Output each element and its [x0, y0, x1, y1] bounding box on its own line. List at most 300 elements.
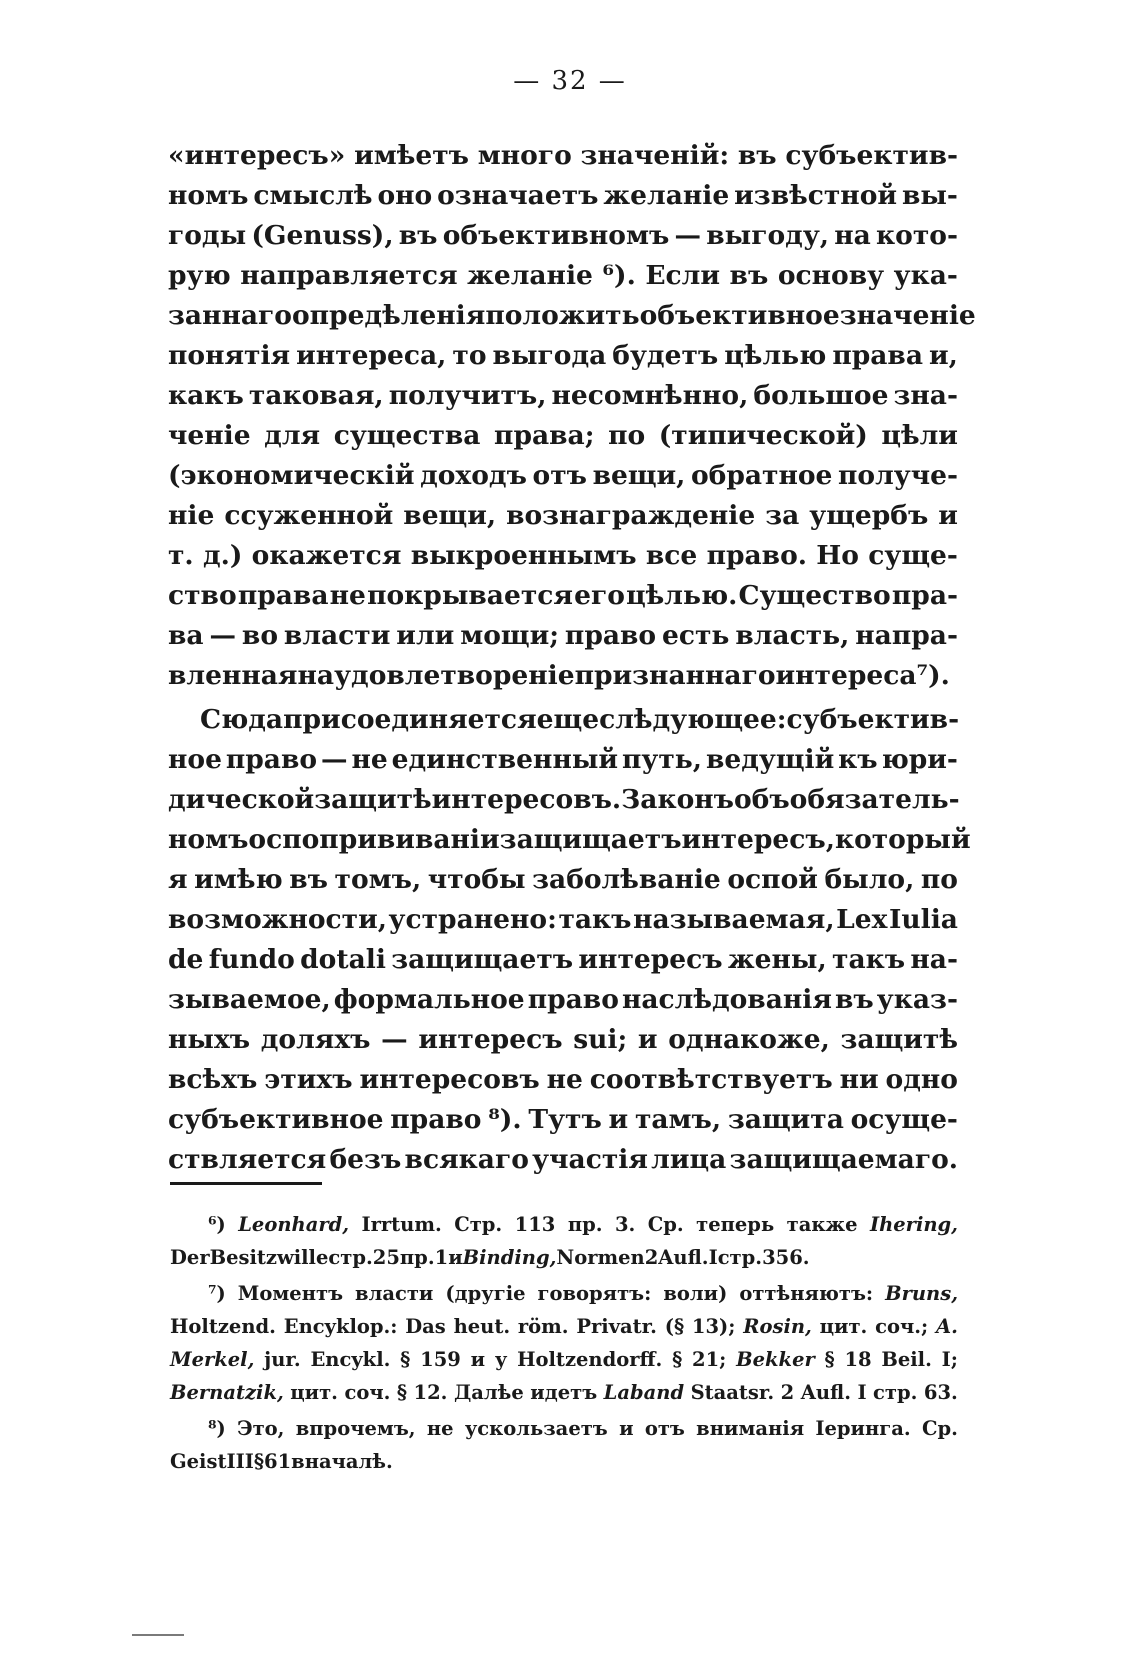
word: Rosin, [743, 1315, 812, 1338]
word: Bernatzik, [170, 1381, 284, 1404]
word: оспопрививаніи [248, 824, 500, 855]
word: право [564, 620, 657, 651]
word: Irrtum. [361, 1213, 442, 1236]
word: имѣю [194, 864, 283, 895]
word: покрывается [367, 580, 573, 611]
word: въ [737, 140, 777, 171]
word: доляхъ [260, 1024, 371, 1055]
word: защита [727, 1104, 844, 1135]
word: I [708, 1246, 718, 1269]
word: 159 [420, 1348, 461, 1371]
word: отъ [532, 460, 587, 491]
word: осуще- [850, 1104, 958, 1135]
word: 18 [844, 1348, 872, 1371]
word: ныхъ [168, 1024, 251, 1055]
text-line [168, 780, 958, 820]
footnote-line [170, 1412, 958, 1445]
word: какъ [168, 380, 244, 411]
word: § [396, 1381, 408, 1404]
word: ведущій [705, 744, 835, 775]
word: — [209, 620, 236, 651]
word: Законъ [621, 784, 734, 815]
footnote-line [170, 1208, 958, 1241]
word: Іеринга. [815, 1417, 911, 1440]
word: лица [651, 1144, 727, 1175]
word: 13); [691, 1315, 736, 1338]
word: также [786, 1213, 858, 1236]
text-line [168, 536, 958, 576]
word: присоединяется [283, 704, 537, 735]
word: извѣстной [734, 180, 898, 211]
word: — [381, 1024, 408, 1055]
word: Leonhard, [238, 1213, 350, 1236]
text-line [168, 216, 958, 256]
word: желаніе [467, 260, 593, 291]
word: или [396, 620, 455, 651]
word: соотвѣтствуетъ [589, 1064, 833, 1095]
word: власти [283, 620, 391, 651]
word: опредѣленія [291, 300, 486, 331]
word: жены, [727, 944, 827, 975]
word: право [225, 744, 318, 775]
word: суще- [868, 540, 958, 571]
word: интересъ [578, 944, 723, 975]
word: таковая, [248, 380, 384, 411]
word: пр. [567, 1213, 603, 1236]
footnote-line [170, 1376, 958, 1409]
word: ніе [168, 500, 215, 531]
word: путь, [622, 744, 702, 775]
word: такъ [558, 904, 632, 935]
word: Besitzwille [209, 1246, 329, 1269]
word: ущербъ [809, 500, 929, 531]
text-line [168, 136, 958, 176]
word: стр. [328, 1246, 373, 1269]
word: объективномъ [442, 220, 670, 251]
word: интереса [775, 660, 917, 691]
word: ⁷) [208, 1282, 226, 1305]
word: отъ [644, 1417, 685, 1440]
word: ⁶) [208, 1213, 226, 1236]
word: участія [532, 1144, 648, 1175]
word: д.) [202, 540, 243, 571]
word: еще [536, 704, 600, 735]
word: Ср. [647, 1213, 684, 1236]
word: наслѣдованія [621, 984, 832, 1015]
word: получитъ, [388, 380, 547, 411]
word: 63. [923, 1381, 958, 1404]
text-line [168, 176, 958, 216]
word: (Genuss), [251, 220, 394, 251]
word: соч. [344, 1381, 391, 1404]
word: 356. [762, 1246, 810, 1269]
text-line [168, 940, 958, 980]
word: Geist [170, 1450, 227, 1473]
word: защищаетъ [499, 824, 682, 855]
word: 2 [644, 1246, 659, 1269]
word: во [241, 620, 278, 651]
word: соч.; [875, 1315, 929, 1338]
word: признаннаго [574, 660, 776, 691]
word: субъектив- [785, 140, 958, 171]
word: у [494, 1348, 508, 1371]
word: jur. [264, 1348, 301, 1371]
footnote-line [170, 1445, 958, 1478]
word: Тутъ [528, 1104, 602, 1135]
word: Encyklop.: [283, 1315, 398, 1338]
word: — [674, 220, 702, 251]
word: § [672, 1348, 683, 1371]
word: значеній: [580, 140, 730, 171]
word: слѣдующее: [599, 704, 787, 735]
word: вознагражденіе [506, 500, 756, 531]
text-line [168, 700, 958, 740]
word: все [645, 540, 698, 571]
word: тамъ, [634, 1104, 722, 1135]
footnote-line [170, 1343, 958, 1376]
word: право [390, 1104, 482, 1135]
word: Существо [738, 580, 891, 611]
word: на [297, 660, 335, 691]
text-line [168, 656, 958, 696]
word: права [832, 340, 923, 371]
word: имѣетъ [354, 140, 469, 171]
word: röm. [517, 1315, 569, 1338]
word: для [264, 420, 321, 451]
text-line [168, 1140, 958, 1180]
word: (§ [664, 1315, 685, 1338]
word: томъ, [334, 864, 422, 895]
word: будетъ [612, 340, 719, 371]
word: 113 [514, 1213, 556, 1236]
word: Merkel, [170, 1348, 255, 1371]
word: воли) [663, 1282, 728, 1305]
word: цѣлью [724, 340, 827, 371]
word: называемая, [633, 904, 835, 935]
word: въ [729, 260, 769, 291]
word: ствляется [168, 1144, 327, 1175]
word: кото- [876, 220, 958, 251]
word: III [226, 1450, 254, 1473]
word: формальное [333, 984, 525, 1015]
word: зываемое, [168, 984, 331, 1015]
word: объ [733, 784, 790, 815]
text-line [168, 296, 976, 336]
word: стр. [873, 1381, 918, 1404]
text-line [168, 496, 958, 536]
word: вещи, [592, 460, 686, 491]
word: безъ [329, 1144, 402, 1175]
word: мощи; [460, 620, 560, 651]
word: Aufl. [658, 1246, 709, 1269]
word: цѣлью. [626, 580, 738, 611]
word: и, [929, 340, 958, 371]
word: къ [838, 744, 878, 775]
word: 1 [434, 1246, 449, 1269]
text-line [168, 256, 958, 296]
text-line [168, 616, 958, 656]
word: и [637, 1024, 658, 1055]
footnote-line [170, 1277, 958, 1310]
word: Стр. [454, 1213, 503, 1236]
word: интересъ, [681, 824, 835, 855]
word: понятія [168, 340, 291, 371]
word: то [452, 340, 487, 371]
word: оно [377, 180, 433, 211]
word: желаніе [603, 180, 730, 211]
word: 3. [614, 1213, 636, 1236]
word: впрочемъ, [295, 1417, 416, 1440]
word: интересовъ. [431, 784, 622, 815]
word: доходъ [420, 460, 527, 491]
word: 25 [372, 1246, 400, 1269]
word: права [237, 580, 329, 611]
word: устранено: [388, 904, 557, 935]
word: ни [839, 1064, 879, 1095]
word: ва [168, 620, 204, 651]
word: § [400, 1348, 411, 1371]
word: 2 [780, 1381, 795, 1404]
word: зна- [893, 380, 958, 411]
word: Staatsr. [690, 1381, 775, 1404]
word: существа [333, 420, 481, 451]
word: Holtzend. [170, 1315, 276, 1338]
word: 12. [413, 1381, 448, 1404]
word: Это, [237, 1417, 285, 1440]
word: Далѣе [453, 1381, 524, 1404]
word: идетъ [530, 1381, 598, 1404]
word: дической [168, 784, 315, 815]
word: и [608, 1104, 629, 1135]
word: не [426, 1417, 454, 1440]
word: выгоду, [706, 220, 830, 251]
word: Bruns, [885, 1282, 958, 1305]
word: власти [355, 1282, 434, 1305]
word: вниманія [696, 1417, 805, 1440]
word: цит. [290, 1381, 338, 1404]
word: Iulia [888, 904, 958, 935]
word: Der [170, 1246, 210, 1269]
word: ука- [893, 260, 958, 291]
word: ⁸). [488, 1104, 522, 1135]
text-line [168, 576, 958, 616]
word: т. [168, 540, 194, 571]
word: годы [168, 220, 247, 251]
word: объективное [639, 300, 840, 331]
word: заболѣваніе [532, 864, 721, 895]
text-line [168, 456, 958, 496]
word: интересъ [418, 1024, 563, 1055]
word: по [920, 864, 958, 895]
word: защитѣ [840, 1024, 958, 1055]
word: ⁷). [916, 660, 950, 691]
word: — [321, 744, 348, 775]
word: такъ [832, 944, 906, 975]
word: право [527, 984, 619, 1015]
word: интереса, [296, 340, 447, 371]
word: пр. [399, 1246, 435, 1269]
word: Сюда [200, 704, 284, 735]
word: ускользаетъ [464, 1417, 608, 1440]
word: пра- [891, 580, 958, 611]
word: возможности, [168, 904, 387, 935]
word: значеніе [839, 300, 976, 331]
word: не [546, 1064, 583, 1095]
word: за [765, 500, 800, 531]
word: смыслѣ [253, 180, 373, 211]
footnote-line [170, 1310, 958, 1343]
word: I [857, 1381, 867, 1404]
word: Ср. [921, 1417, 958, 1440]
word: интересовъ [359, 1064, 540, 1095]
word: вленная [168, 660, 298, 691]
word: по [608, 420, 646, 451]
word: Laband [603, 1381, 685, 1404]
word: защищаемаго. [729, 1144, 958, 1175]
word: вещи, [403, 500, 497, 531]
footnotes [170, 1208, 958, 1478]
word: который [834, 824, 971, 855]
word: (другіе [445, 1282, 526, 1305]
word: § [824, 1348, 835, 1371]
text-line [168, 1100, 958, 1140]
word: въ [398, 220, 438, 251]
word: § [253, 1450, 265, 1473]
word: A. [936, 1315, 958, 1338]
word: Privatr. [576, 1315, 657, 1338]
word: удовлетвореніе [334, 660, 575, 691]
word: Das [405, 1315, 446, 1338]
word: ссуженной [224, 500, 394, 531]
word: субъективное [168, 1104, 384, 1135]
word: вначалѣ. [291, 1450, 393, 1473]
word: «интересъ» [168, 140, 346, 171]
word: 61 [264, 1450, 292, 1473]
word: sui; [573, 1024, 628, 1055]
word: dotali [300, 944, 386, 975]
main-text [168, 136, 976, 1180]
word: всякаго [404, 1144, 529, 1175]
word: я [168, 864, 188, 895]
word: Если [645, 260, 721, 291]
word: I; [941, 1348, 958, 1371]
word: Encykl. [310, 1348, 391, 1371]
word: этихъ [264, 1064, 353, 1095]
word: обязатель- [789, 784, 960, 815]
word: Ihering, [869, 1213, 958, 1236]
word: номъ [168, 180, 249, 211]
word: ченіе [168, 420, 251, 451]
word: обратное [691, 460, 833, 491]
text-line [168, 1020, 958, 1060]
text-line [168, 900, 958, 940]
word: Binding, [462, 1246, 557, 1269]
word: направляется [240, 260, 458, 291]
footnote-divider [170, 1182, 322, 1185]
word: теперь [696, 1213, 775, 1236]
word: не [351, 744, 388, 775]
word: получе- [838, 460, 958, 491]
word: основу [777, 260, 885, 291]
text-line [168, 1060, 958, 1100]
word: ное [168, 744, 222, 775]
word: оспой [727, 864, 818, 895]
word: было, [824, 864, 915, 895]
text-line [168, 860, 958, 900]
word: Bekker [736, 1348, 815, 1371]
word: ⁸) [208, 1417, 226, 1440]
word: заннаго [168, 300, 292, 331]
word: и [470, 1348, 486, 1371]
word: право. [706, 540, 807, 571]
word: номъ [168, 824, 249, 855]
scan-mark [132, 1634, 184, 1636]
text-line [168, 336, 958, 376]
word: защищаетъ [391, 944, 574, 975]
text-line [168, 740, 958, 780]
word: защитѣ [314, 784, 432, 815]
word: въ [289, 864, 328, 895]
word: и [448, 1246, 463, 1269]
word: ⁶). [602, 260, 636, 291]
word: его [574, 580, 625, 611]
word: не [329, 580, 366, 611]
word: много [477, 140, 572, 171]
word: власть, [735, 620, 850, 651]
word: напра- [855, 620, 958, 651]
word: цѣли [881, 420, 958, 451]
word: единственный [391, 744, 619, 775]
word: говорятъ: [537, 1282, 652, 1305]
word: означаетъ [437, 180, 599, 211]
page-number: — 32 — [513, 66, 627, 96]
word: юри- [881, 744, 958, 775]
word: стр. [717, 1246, 763, 1269]
word: (типической) [658, 420, 868, 451]
word: и [619, 1417, 634, 1440]
word: Beil. [881, 1348, 932, 1371]
text-line [168, 820, 971, 860]
word: и [938, 500, 958, 531]
word: вы- [901, 180, 958, 211]
word: Но [816, 540, 859, 571]
word: большое [753, 380, 889, 411]
text-line [168, 416, 958, 456]
word: рую [168, 260, 231, 291]
word: права; [494, 420, 595, 451]
word: субъектив- [786, 704, 960, 735]
footnote-line [170, 1241, 958, 1274]
word: одно [885, 1064, 958, 1095]
word: однакоже, [668, 1024, 830, 1055]
word: выгода [492, 340, 607, 371]
word: всѣхъ [168, 1064, 258, 1095]
word: чтобы [427, 864, 526, 895]
word: цит. [819, 1315, 868, 1338]
word: de [168, 944, 204, 975]
word: Normen [556, 1246, 645, 1269]
word: fundo [208, 944, 295, 975]
word: 21; [692, 1348, 727, 1371]
word: указ- [876, 984, 958, 1015]
word: Holtzendorff. [517, 1348, 663, 1371]
word: въ [834, 984, 874, 1015]
word: на- [910, 944, 958, 975]
text-line [168, 376, 958, 416]
text-line [168, 980, 958, 1020]
word: выкроеннымъ [410, 540, 637, 571]
word: heut. [453, 1315, 511, 1338]
